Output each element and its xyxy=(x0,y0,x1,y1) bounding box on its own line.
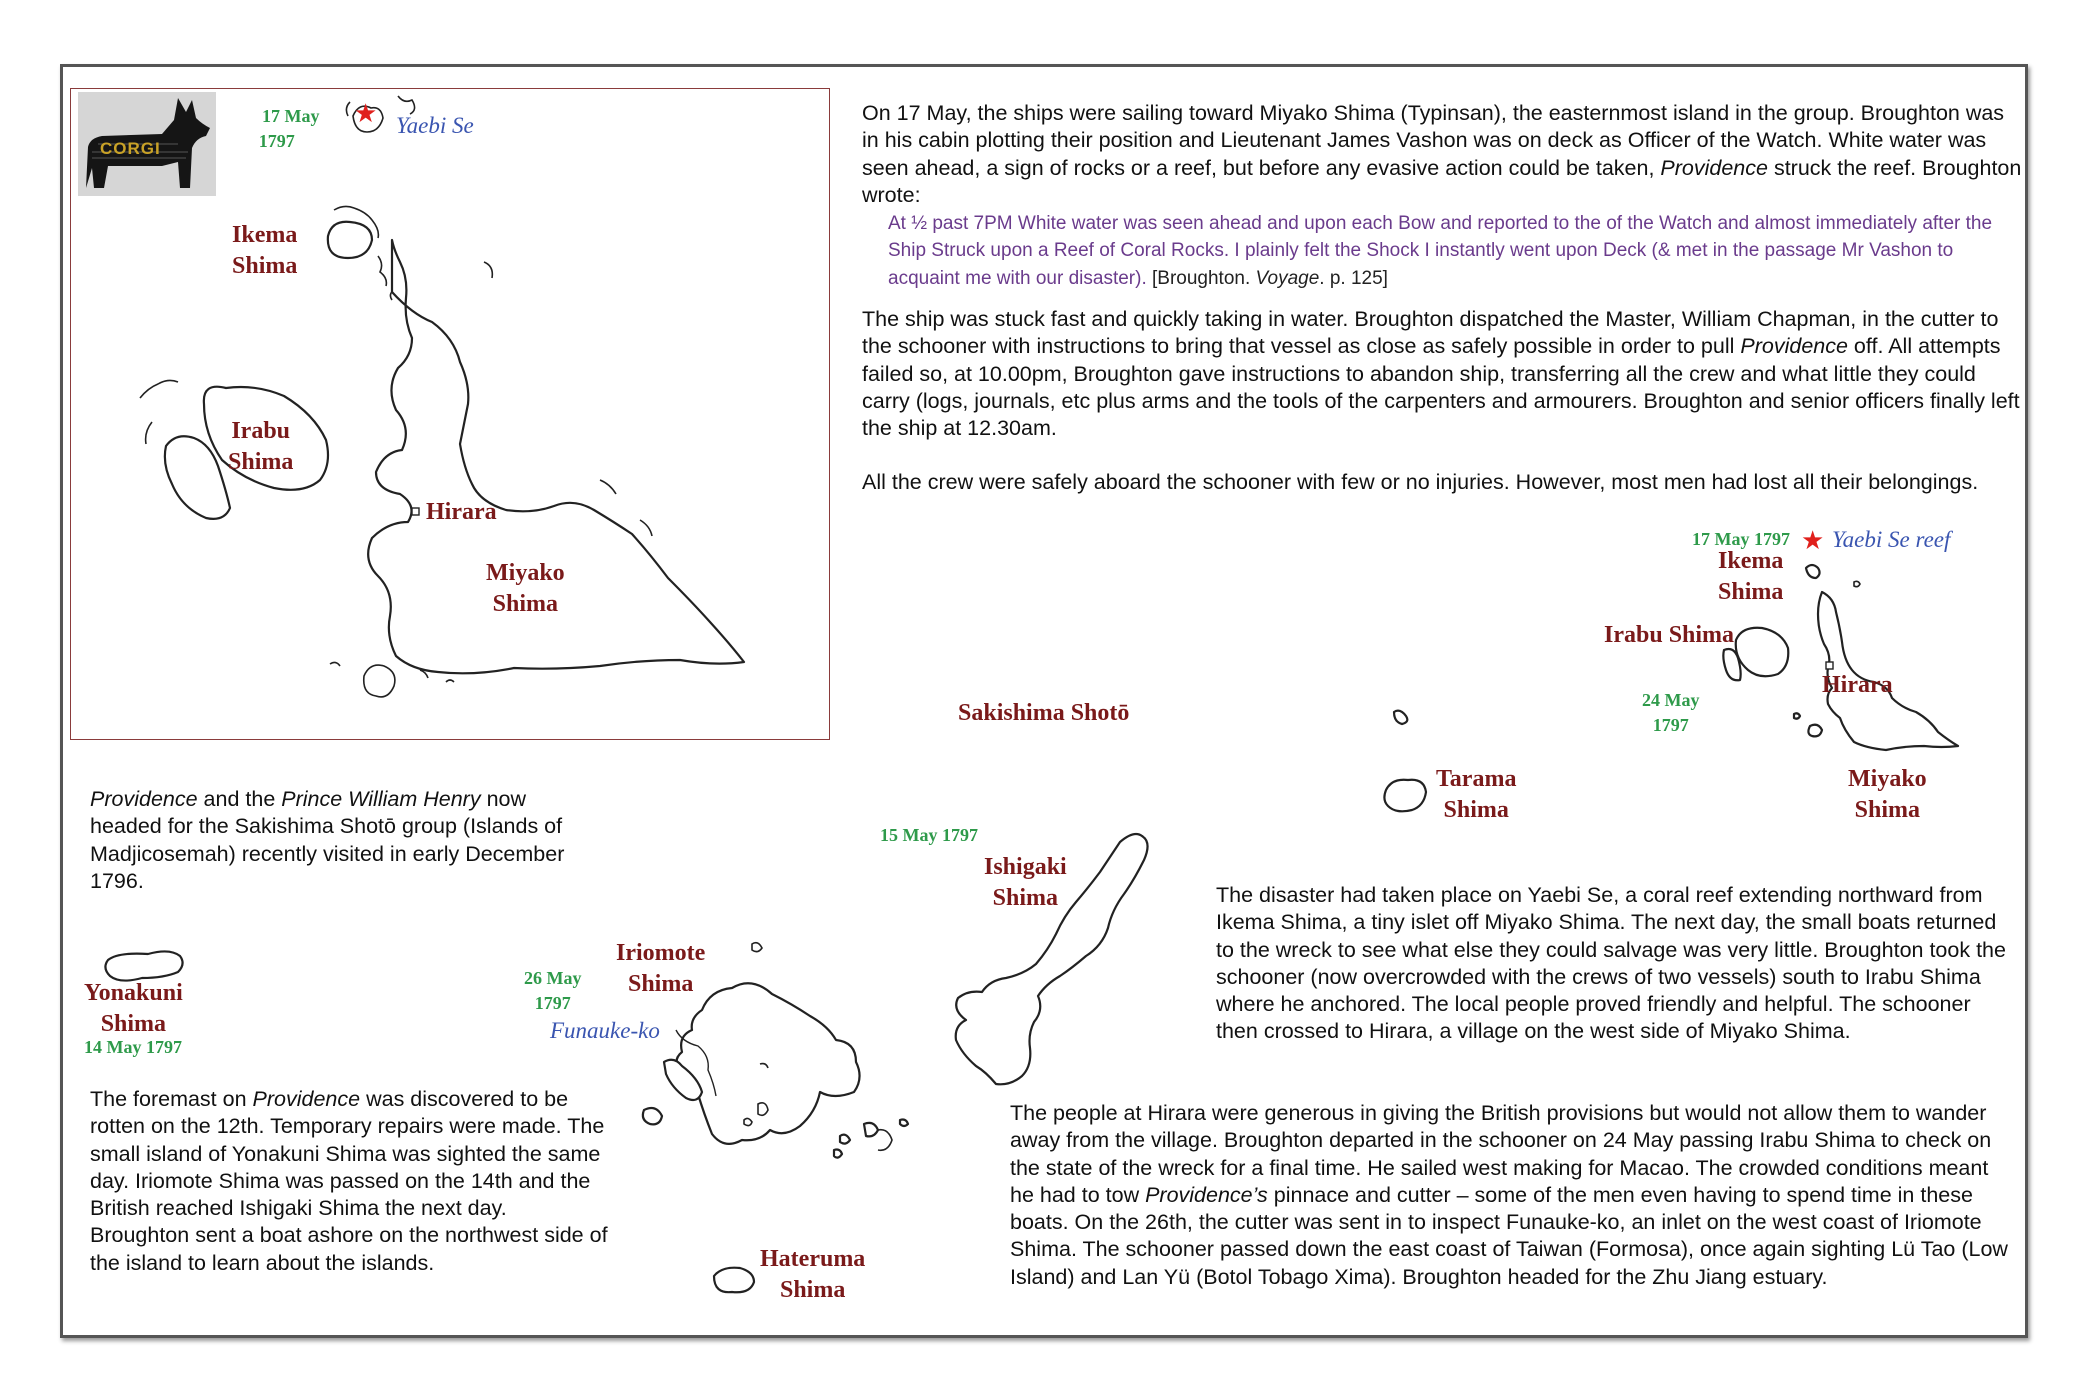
corgi-logo-text: CORGI xyxy=(100,139,161,158)
right2-ship: Providence’s xyxy=(1145,1182,1268,1207)
right2-text-a: The people at Hirara were generous in giving the British provisions but would not allow them to wander away from the village. Broughton departed in the schooner on 24 May passing Irabu Shima to check on the state of the wreck for a final time. He sailed west making for Macao. The crowded conditions meant he had to tow xyxy=(1010,1101,1992,1207)
narrative-right-2 xyxy=(1010,1100,2016,1291)
iriomote-line2: Shima xyxy=(627,971,694,997)
narrative-right-1: The disaster had taken place on Yaebi Se, a coral reef extending northward from Ikema Shima, a tiny islet off Miyako Shima. The next day, the small boats returned to the wreck to see what else they could salvage was very little. Broughton took the schooner (now overcrowded with the crews of two vessels) south to Irabu Shima where he anchored. The local people proved friendly and helpful. The schooner then crossed to Hirara, a village on the west side of Miyako Shima. xyxy=(1216,883,2006,1044)
yonakuni-island xyxy=(105,951,182,980)
main-miyako-line2: Shima xyxy=(1854,797,1921,823)
p2-text-b: off. All attempts failed so, at 10.00pm, Broughton gave instructions to abandon ship, transferring all the crew and what little they could carry (logs, journals, etc plus arms and the tools of the carpenters and armourers. Broughton and senior officers finally left the ship at 12.30am. xyxy=(862,334,2020,441)
inset-irabu-line1: Irabu xyxy=(231,418,291,444)
funauke-label: Funauke-ko xyxy=(550,1018,660,1043)
left1-ship1: Providence xyxy=(90,787,198,811)
quote-ref-title: Voyage xyxy=(1255,267,1320,289)
left1-ship2: Prince William Henry xyxy=(281,787,481,811)
hirara-date-line1: 24 May xyxy=(1642,690,1700,710)
main-irabu-label: Irabu Shima xyxy=(1604,622,1735,648)
miyako-islets xyxy=(1794,713,1822,736)
hirara-marker-inset xyxy=(412,508,419,515)
minna-islet xyxy=(1394,711,1407,724)
tarama-line1: Tarama xyxy=(1436,766,1517,792)
ishigaki-line2: Shima xyxy=(992,885,1059,911)
yonakuni-line1: Yonakuni xyxy=(84,980,183,1006)
p2-ship: Providence xyxy=(1740,334,1848,359)
inset-miyako-line1: Miyako xyxy=(486,560,565,586)
narrative-left-1 xyxy=(90,786,600,895)
inset-irabu-label xyxy=(228,416,293,478)
funauke-date-line1: 26 May xyxy=(524,968,582,988)
star-icon: ★ xyxy=(354,98,378,128)
p2-text-a: The ship was stuck fast and quickly taking in water. Broughton dispatched the Master, William Chapman, in the cutter to the schooner with instructions to bring that vessel as close as safely possible in order to pull xyxy=(862,307,1999,359)
ishigaki-line1: Ishigaki xyxy=(984,854,1067,880)
star-icon: ★ xyxy=(1801,525,1825,555)
hirara-date xyxy=(1642,688,1700,738)
quote-ref-a: [Broughton. xyxy=(1146,267,1256,289)
paragraph-abandon xyxy=(862,306,2022,442)
main-yaebi-label: Yaebi Se reef xyxy=(1832,527,1951,552)
inset-yaebi-date-year: 1797 xyxy=(258,131,295,151)
inset-yaebi-label: Yaebi Se xyxy=(396,113,474,138)
inset-miyako-label xyxy=(486,558,565,620)
tarama-line2: Shima xyxy=(1443,797,1509,823)
ishigaki-date: 15 May 1797 xyxy=(880,825,978,845)
inset-miyako-line2: Shima xyxy=(492,591,559,617)
taketomi-islets xyxy=(834,1120,908,1158)
broughton-quote xyxy=(862,209,2022,292)
paragraph-crew: All the crew were safely aboard the schooner with few or no injuries. However, most men had lost all their belongings. xyxy=(862,469,1979,494)
p1-ship: Providence xyxy=(1660,155,1768,180)
inset-yaebi-date-day: 17 May xyxy=(262,106,320,126)
inset-ikema-line2: Shima xyxy=(232,253,298,279)
main-hirara-label: Hirara xyxy=(1822,672,1893,698)
hateruma-line1: Hateruma xyxy=(760,1246,866,1272)
yonakuni-line2: Shima xyxy=(100,1011,167,1037)
left1-text-a: and the xyxy=(197,787,282,811)
quote-ref-b: . p. 125] xyxy=(1319,267,1388,289)
right2-text-b: pinnace and cutter – some of the men even having to spend time in these boats. On the 26th, the cutter was sent in to inspect Funauke-ko, an inlet on the west coast of Iriomote Shima. The schooner passed down the east coast of Taiwan (Formosa), once again sighting Lü Tao (Low Island) and Lan Yü (Botol Tobago Xima). Broughton headed for the Zhu Jiang estuary. xyxy=(1010,1182,2008,1289)
yonakuni-label xyxy=(84,978,183,1040)
narrative-left-2 xyxy=(90,1086,610,1277)
tarama-label xyxy=(1436,764,1516,826)
main-ikema-label xyxy=(1718,546,1783,608)
hirara-date-line2: 1797 xyxy=(1652,715,1689,735)
p1-text-a: On 17 May, the ships were sailing toward Miyako Shima (Typinsan), the easternmost island in the group. Broughton was in his cabin plotting their position and Lieutenant James Vashon was on deck as Officer of the Watch. White water was seen ahead, a sign of rocks or a reef, but before any evasive action could be taken, xyxy=(862,101,2005,180)
left2-text-a: The foremast on xyxy=(90,1087,253,1111)
main-miyako-line1: Miyako xyxy=(1848,766,1927,792)
yonakuni-date: 14 May 1797 xyxy=(84,1037,182,1057)
region-label: Sakishima Shotō xyxy=(958,700,1130,726)
iriomote-island xyxy=(676,983,859,1144)
iriomote-line1: Iriomote xyxy=(616,940,706,966)
ikema-island xyxy=(1806,565,1820,578)
ishigaki-label xyxy=(984,852,1067,914)
main-ikema-line1: Ikema xyxy=(1718,548,1784,574)
hateruma-island xyxy=(714,1268,754,1293)
p1-text-b: struck the reef. Broughton wrote: xyxy=(862,155,2022,207)
main-ikema-line2: Shima xyxy=(1718,579,1784,605)
hateruma-label xyxy=(760,1244,865,1306)
inset-irabu-line2: Shima xyxy=(228,449,294,475)
left2-ship: Providence xyxy=(252,1087,361,1111)
left1-text-b: now headed for the Sakishima Shotō group (Islands of Madjicosemah) recently visited in early December 1796. xyxy=(90,787,565,893)
narrative-top xyxy=(862,100,2022,496)
inset-hirara-label: Hirara xyxy=(426,499,497,525)
hateruma-line2: Shima xyxy=(779,1277,846,1303)
inset-ikema-label xyxy=(232,220,297,282)
inset-yaebi-date xyxy=(258,104,320,154)
quote-text: At ½ past 7PM White water was seen ahead and upon each Bow and reported to the of the Watch and almost immediately after the Ship Struck upon a Reef of Coral Rocks. I plainly felt the Shock I instantly went upon Deck (& met in the passage Mr Vashon to acquaint me with our disaster). xyxy=(888,213,1993,289)
iriomote-label xyxy=(616,938,705,1000)
ikema-inset xyxy=(328,222,372,258)
paragraph-wreck xyxy=(862,100,2022,209)
main-yaebi-date: 17 May 1797 xyxy=(1692,529,1790,549)
hirara-marker-main xyxy=(1826,662,1833,669)
funauke-date xyxy=(524,966,582,1016)
main-miyako-label xyxy=(1848,764,1927,826)
inset-ikema-line1: Ikema xyxy=(232,222,298,248)
tarama-island xyxy=(1384,780,1426,812)
funauke-date-line2: 1797 xyxy=(534,993,571,1013)
left2-text-b: was discovered to be rotten on the 12th. Temporary repairs were made. The small island of Yonakuni Shima was sighted the same day. Iriomote Shima was passed on the 14th and the British reached Ishigaki Shima the next day. Broughton sent a boat ashore on the northwest side of the island to learn about the islands. xyxy=(90,1087,608,1275)
